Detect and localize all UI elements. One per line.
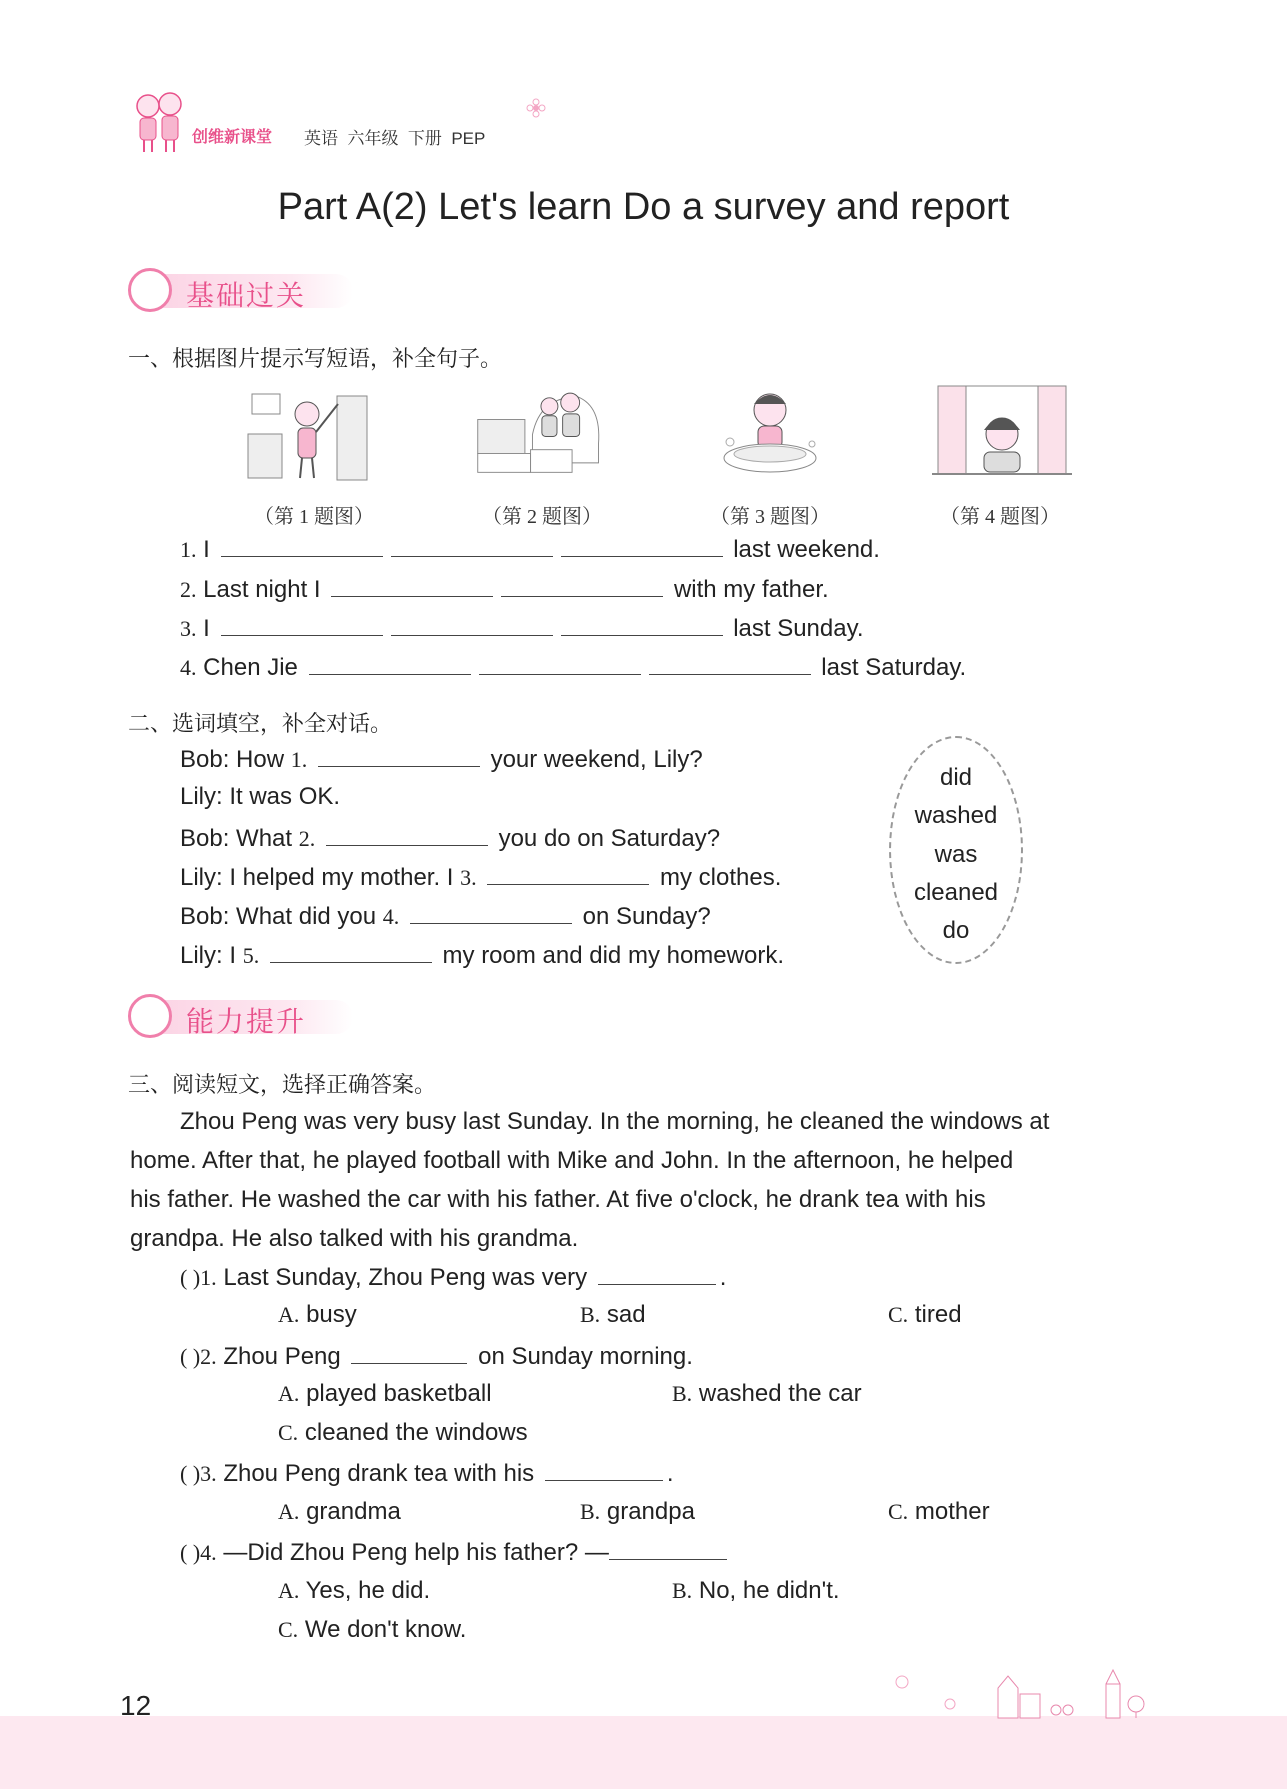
question-3-heading: 三、阅读短文，选择正确答案。 [128,1072,437,1097]
answer-blank[interactable] [609,1537,727,1560]
dialogue-line [180,901,711,931]
flower-icon [526,98,546,118]
option-letter: A. [278,1578,300,1603]
item-number: 1. [200,1265,217,1290]
option-letter: B. [580,1499,601,1524]
question-2-heading: 二、选词填空，补全对话。 [128,711,393,736]
passage-line: home. After that, he played football with Mike and John. In the afternoon, he helped [130,1147,1014,1174]
option-text: grandpa [606,1498,695,1525]
option-letter: C. [278,1617,299,1642]
question-1-heading: 一、根据图片提示写短语，补全句子。 [128,346,503,371]
dialogue-start: Lily: I [180,942,237,969]
mc-option[interactable] [278,1301,357,1329]
q1-item [180,613,864,643]
option-text: busy [306,1301,357,1328]
answer-blank[interactable] [270,940,432,963]
item-number: 2. [200,1344,217,1369]
mc-question [180,1262,726,1292]
sentence-start: I [203,536,210,563]
item-number: 3. [180,616,197,641]
caption-2: （第 2 题图） [482,506,602,528]
dialogue-end: my room and did my homework. [442,942,784,969]
answer-blank[interactable] [391,534,553,557]
dialogue-start: Bob: How [180,746,285,773]
mc-option[interactable] [580,1301,646,1329]
dialogue-start: Bob: What did you [180,903,377,930]
dialogue-start: Lily: It was OK. [180,783,341,810]
option-letter: C. [278,1420,299,1445]
passage-line: his father. He washed the car with his father. At five o'clock, he drank tea with his [130,1186,986,1213]
cartoon-face-icon [128,268,172,312]
option-letter: B. [672,1578,693,1603]
sentence-end: with my father. [673,576,829,603]
picture-watching-tv-icon [470,378,610,478]
answer-blank[interactable] [318,744,480,767]
mc-question [180,1341,693,1371]
dialogue-end: your weekend, Lily? [490,746,703,773]
answer-blank[interactable] [598,1262,716,1285]
castle-decoration-icon [880,1648,1170,1720]
answer-paren[interactable]: ( ) [180,1344,201,1369]
item-number: 4. [180,655,197,680]
option-text: No, he didn't. [698,1577,840,1604]
passage-text: Zhou Peng was very busy last Sunday. In the morning, he cleaned the windows at [180,1108,1050,1135]
caption-4: （第 4 题图） [940,506,1060,528]
mc-option[interactable] [278,1419,528,1447]
option-letter: B. [580,1302,601,1327]
passage-line: grandpa. He also talked with his grandma. [130,1225,579,1252]
dialogue-end: my clothes. [659,864,782,891]
page-number: 12 [120,1690,152,1721]
item-number: 2. [180,577,197,602]
mc-option[interactable] [278,1577,430,1605]
header-kids-logo-icon [128,88,190,154]
dialogue-line [180,823,720,853]
option-text: cleaned the windows [304,1419,528,1446]
option-text: sad [606,1301,646,1328]
option-letter: C. [888,1302,909,1327]
option-text: Yes, he did. [305,1577,431,1604]
dialogue-line [180,862,781,892]
question-end: . [666,1460,674,1487]
answer-blank[interactable] [479,652,641,675]
answer-blank[interactable] [410,901,572,924]
answer-blank[interactable] [561,613,723,636]
sentence-end: last weekend. [733,536,880,563]
mc-option[interactable] [672,1380,862,1408]
dialogue-end: on Sunday? [582,903,711,930]
item-number: 3. [200,1461,217,1486]
answer-blank[interactable] [309,652,471,675]
q1-item [180,534,880,564]
header-info: 英语 六年级 下册 PEP [304,129,486,148]
word-bank-word: washed [914,802,998,829]
caption-3: （第 3 题图） [710,506,830,528]
option-text: mother [914,1498,990,1525]
option-text: washed the car [698,1380,862,1407]
option-text: We don't know. [304,1616,467,1643]
dialogue-start: Bob: What [180,825,293,852]
question-text: Zhou Peng drank tea with his [223,1460,535,1487]
answer-blank[interactable] [221,613,383,636]
item-number: 4. [382,904,400,929]
option-text: played basketball [306,1380,492,1407]
answer-paren[interactable]: ( ) [180,1540,201,1565]
section-label: 基础过关 [186,280,307,311]
header-brand: 创维新课堂 [192,129,273,146]
dialogue-line [180,940,784,970]
dialogue-line [180,744,703,774]
section-banner-advanced [128,994,348,1038]
answer-blank[interactable] [545,1458,663,1481]
mc-question [180,1458,674,1488]
answer-paren[interactable]: ( ) [180,1265,201,1290]
picture-cleaning-fridge-icon [242,384,382,484]
item-number: 4. [200,1540,217,1565]
mc-option[interactable] [888,1301,962,1329]
item-number: 5. [242,943,260,968]
sentence-start: I [203,615,210,642]
question-text: Zhou Peng [223,1343,341,1370]
section-banner-basic [128,268,348,312]
passage-line [130,1102,1130,1141]
option-text: grandma [306,1498,401,1525]
option-letter: B. [672,1381,693,1406]
answer-blank[interactable] [351,1341,467,1364]
dialogue-start: Lily: I helped my mother. I [180,864,454,891]
caption-1: （第 1 题图） [254,506,374,528]
mc-option[interactable] [580,1498,695,1526]
mc-option[interactable] [278,1498,401,1526]
picture-washing-clothes-icon [700,382,840,482]
dialogue-line [180,783,340,811]
section-label: 能力提升 [186,1006,307,1037]
answer-blank[interactable] [649,652,811,675]
item-number: 2. [298,826,316,851]
word-bank-word: was [934,841,978,868]
q1-item [180,574,829,604]
answer-blank[interactable] [487,862,649,885]
option-letter: C. [888,1499,909,1524]
answer-blank[interactable] [326,823,488,846]
option-text: tired [914,1301,962,1328]
answer-blank[interactable] [561,534,723,557]
mc-option[interactable] [278,1380,492,1408]
word-bank-word: do [942,917,970,944]
item-number: 3. [460,865,477,890]
reading-passage [130,1102,1130,1258]
q1-item [180,652,966,682]
answer-blank[interactable] [331,574,493,597]
sentence-end: last Sunday. [733,615,864,642]
picture-girl-at-window-icon [932,382,1072,482]
sentence-start: Chen Jie [203,654,298,681]
mc-question [180,1537,731,1567]
answer-blank[interactable] [501,574,663,597]
option-letter: A. [278,1381,300,1406]
page-title: Part A(2) Let's learn Do a survey and report [277,186,1010,228]
footer-band [0,1716,1287,1789]
answer-blank[interactable] [221,534,383,557]
item-number: 1. [290,747,308,772]
word-bank-word: cleaned [913,879,999,906]
word-bank-word: did [939,764,973,791]
mc-option[interactable] [278,1616,466,1644]
mc-option[interactable] [672,1577,840,1605]
sentence-start: Last night I [203,576,321,603]
answer-blank[interactable] [391,613,553,636]
answer-paren[interactable]: ( ) [180,1461,201,1486]
question-end: . [719,1264,727,1291]
dialogue-end: you do on Saturday? [498,825,721,852]
cartoon-face-icon [128,994,172,1038]
option-letter: A. [278,1302,300,1327]
question-text: Last Sunday, Zhou Peng was very [223,1264,588,1291]
option-letter: A. [278,1499,300,1524]
item-number: 1. [180,537,197,562]
question-text: —Did Zhou Peng help his father? — [223,1539,609,1566]
sentence-end: last Saturday. [821,654,967,681]
mc-option[interactable] [888,1498,990,1526]
question-end: on Sunday morning. [478,1343,693,1370]
